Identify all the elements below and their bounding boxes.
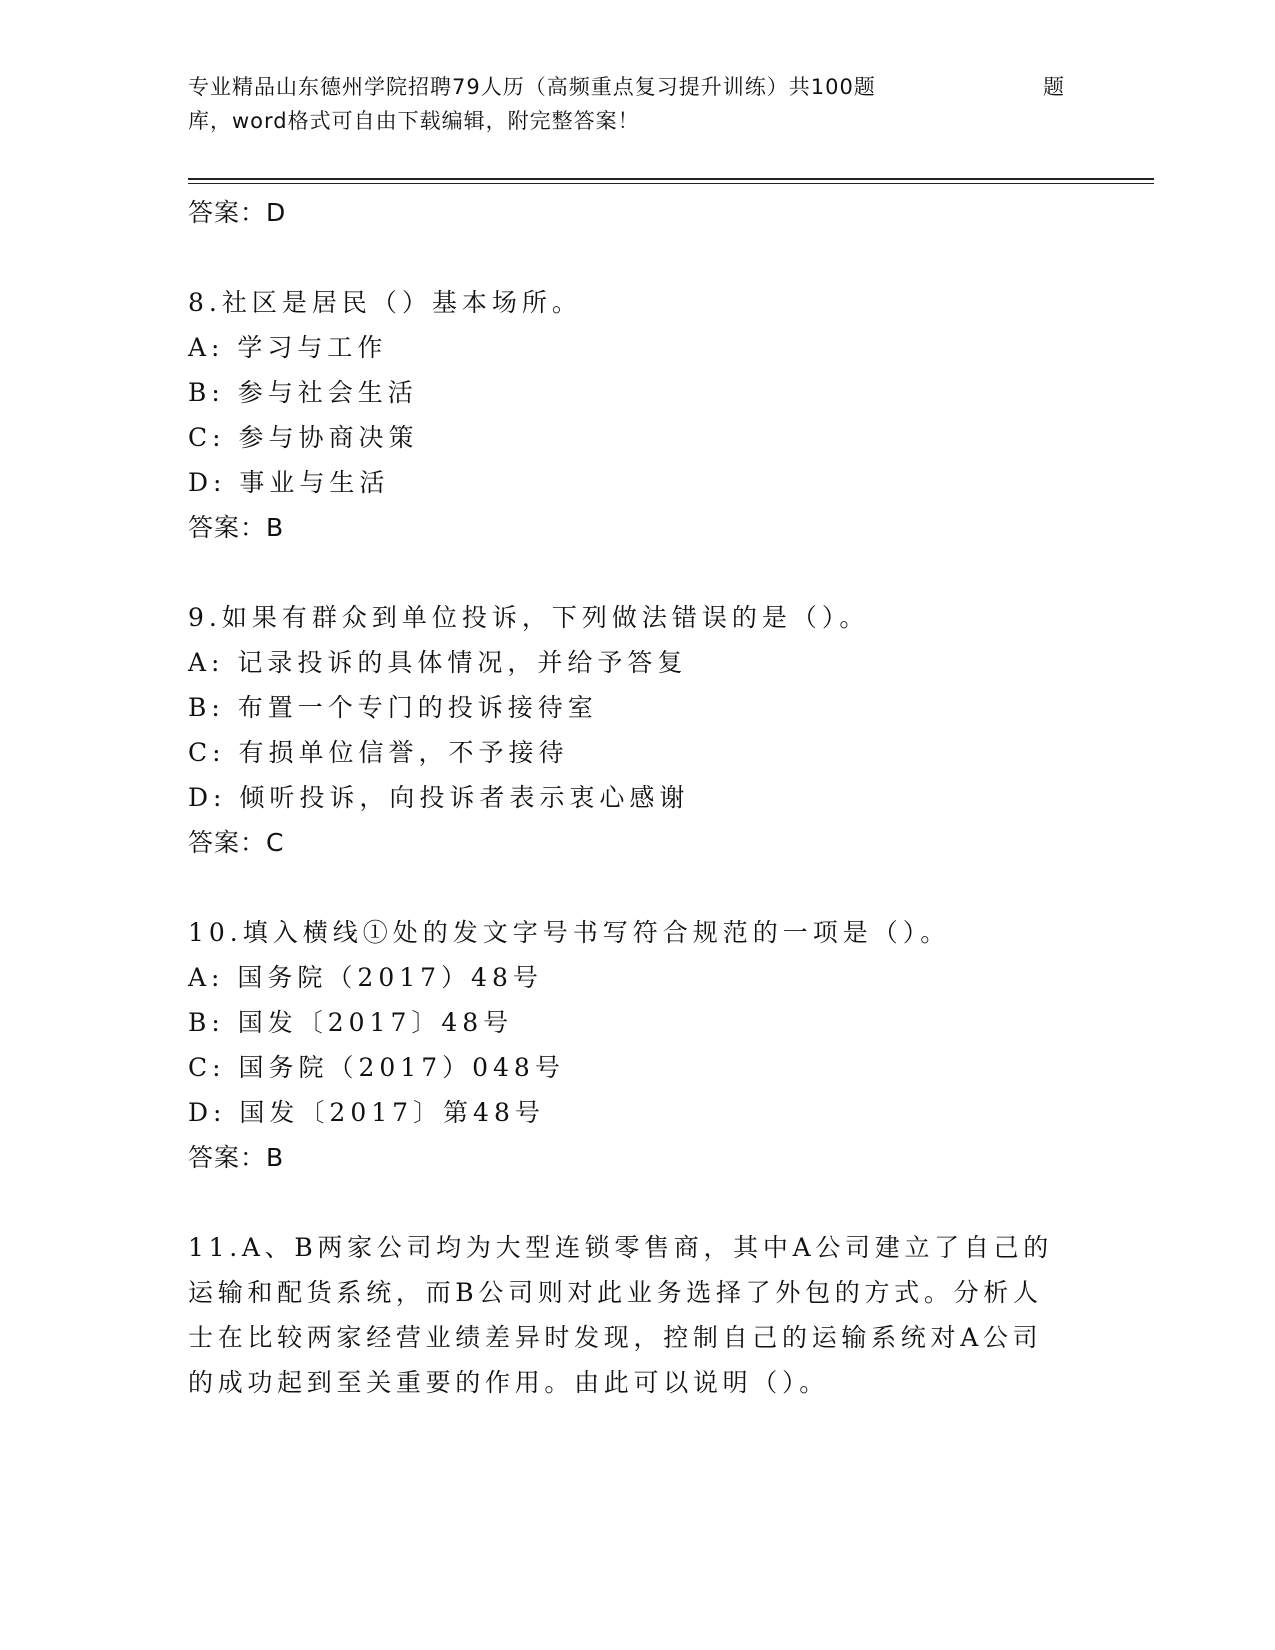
header-line-2: 库，word格式可自由下载编辑，附完整答案！: [188, 109, 640, 133]
answer-line: 答案：C: [188, 828, 285, 857]
answer-line: 答案：D: [188, 198, 287, 227]
option-c: C: 参与协商决策: [188, 423, 419, 452]
question-stem: 10.填入横线①处的发文字号书写符合规范的一项是（）。: [188, 918, 951, 947]
option-d: D: 国发〔2017〕第48号: [188, 1098, 545, 1127]
question-block: [188, 910, 1088, 1181]
option-b: B: 国发〔2017〕48号: [188, 1008, 514, 1037]
option-b: B: 参与社会生活: [188, 378, 418, 407]
option-a: A: 学习与工作: [188, 333, 388, 362]
option-a: A: 国务院（2017）48号: [188, 963, 543, 992]
question-block: [188, 595, 1088, 866]
header-divider-thin: [188, 183, 1154, 184]
question-block: [188, 1225, 1088, 1405]
option-c: C: 有损单位信誉，不予接待: [188, 738, 569, 767]
header-title-tail: 题: [1043, 75, 1065, 99]
document-header: [188, 70, 1068, 138]
question-stem: 8.社区是居民（）基本场所。: [188, 288, 582, 317]
question-stem: 9.如果有群众到单位投诉，下列做法错误的是（）。: [188, 603, 870, 632]
option-b: B: 布置一个专门的投诉接待室: [188, 693, 598, 722]
answer-line: 答案：B: [188, 513, 285, 542]
header-title: 专业精品山东德州学院招聘79人历（高频重点复习提升训练）共100题: [188, 75, 876, 99]
header-divider-thick: [188, 178, 1154, 180]
option-d: D: 倾听投诉，向投诉者表示衷心感谢: [188, 783, 690, 812]
question-list: [188, 190, 1088, 1405]
question-stem: 11.A、B两家公司均为大型连锁零售商，其中A公司建立了自己的运输和配货系统，而B公司则对此业务选择了外包的方式。分析人士在比较两家经营业绩差异时发现，控制自己的运输系统对A公司的成功起到至关重要的作用。由此可以说明（）。: [188, 1233, 1053, 1397]
option-d: D: 事业与生活: [188, 468, 390, 497]
option-c: C: 国务院（2017）048号: [188, 1053, 565, 1082]
question-block: [188, 280, 1088, 551]
header-line-1: [188, 70, 1068, 104]
option-a: A: 记录投诉的具体情况，并给予答复: [188, 648, 688, 677]
answer-line: 答案：B: [188, 1143, 285, 1172]
